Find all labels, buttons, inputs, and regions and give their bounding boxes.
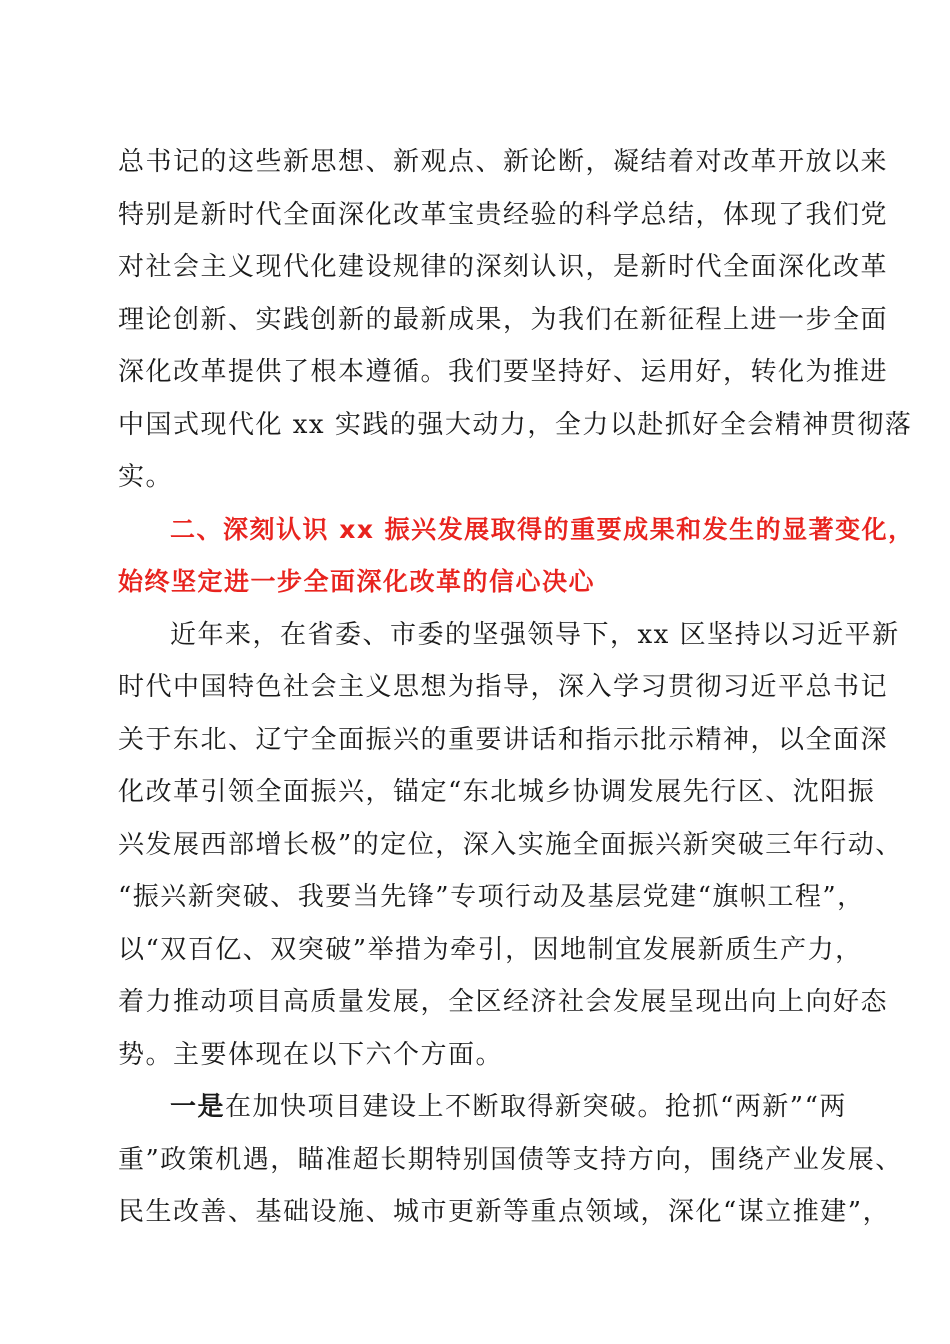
heading-line: 二、深刻认识 xx 振兴发展取得的重要成果和发生的显著变化，	[170, 514, 915, 544]
paragraph-line: 实。	[118, 462, 174, 492]
heading-line: 始终坚定进一步全面深化改革的信心决心	[118, 567, 596, 596]
document-body	[118, 136, 915, 1239]
paragraph-line: 近年来，在省委、市委的坚强领导下，xx 区坚持以习近平新	[170, 619, 900, 650]
paragraph-line: 民生改善、基础设施、城市更新等重点领域，深化“谋立推建”，	[118, 1197, 891, 1227]
paragraph-line: 着力推动项目高质量发展，全区经济社会发展呈现出向上向好态	[118, 987, 889, 1017]
paragraph-line: 中国式现代化 xx 实践的强大动力，全力以赴抓好全会精神贯彻落	[118, 409, 913, 440]
paragraph-line: “振兴新突破、我要当先锋”专项行动及基层党建“旗帜工程”，	[118, 882, 865, 912]
paragraph-line: 总书记的这些新思想、新观点、新论断，凝结着对改革开放以来	[118, 147, 889, 177]
paragraph-line: 势。主要体现在以下六个方面。	[118, 1039, 504, 1070]
paragraph-line: 关于东北、辽宁全面振兴的重要讲话和指示批示精神，以全面深	[118, 724, 889, 755]
paragraph-line: 时代中国特色社会主义思想为指导，深入学习贯彻习近平总书记	[118, 672, 889, 702]
point-lead-rest: 在加快项目建设上不断取得新突破。抢抓“两新”“两	[225, 1092, 847, 1122]
section-heading	[118, 504, 915, 609]
paragraph-line: 兴发展西部增长极”的定位，深入实施全面振兴新突破三年行动、	[118, 829, 903, 860]
paragraph-line: 对社会主义现代化建设规律的深刻认识，是新时代全面深化改革	[118, 252, 889, 282]
paragraph-line: 理论创新、实践创新的最新成果，为我们在新征程上进一步全面	[118, 304, 889, 335]
paragraph-first-point	[118, 1081, 903, 1239]
paragraph-line: 化改革引领全面振兴，锚定“东北城乡协调发展先行区、沈阳振	[118, 777, 876, 807]
paragraph-conclusion	[118, 136, 913, 504]
paragraph-line: 深化改革提供了根本遵循。我们要坚持好、运用好，转化为推进	[118, 357, 889, 387]
paragraph-line: 重”政策机遇，瞄准超长期特别国债等支持方向，围绕产业发展、	[118, 1144, 903, 1175]
paragraph-achievements	[118, 609, 903, 1082]
paragraph-line: 特别是新时代全面深化改革宝贵经验的科学总结，体现了我们党	[118, 199, 889, 230]
paragraph-line: 以“双百亿、双突破”举措为牵引，因地制宜发展新质生产力，	[118, 934, 863, 965]
paragraph-line	[118, 1081, 847, 1134]
point-lead: 一是	[170, 1092, 226, 1122]
